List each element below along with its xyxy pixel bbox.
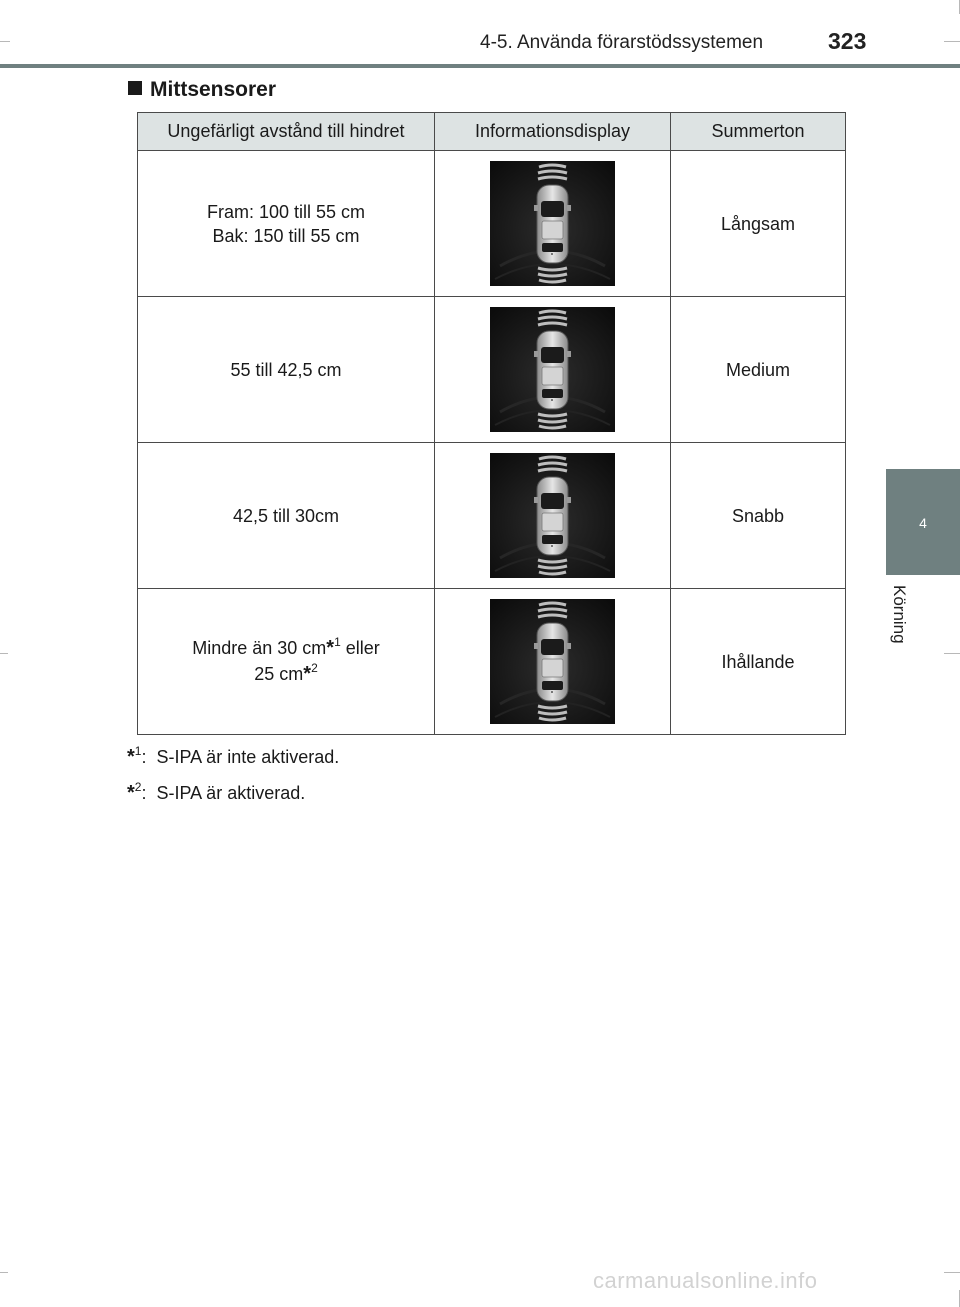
distance-cell (138, 151, 435, 297)
footnote-asterisk: * (326, 636, 335, 659)
footnote-asterisk: * (303, 662, 312, 685)
display-cell (435, 589, 671, 735)
bullet-square-icon (128, 81, 142, 95)
distance-line-1 (144, 636, 428, 662)
distance-text-a: Mindre än 30 cm (192, 637, 327, 658)
footnote-1: *$^1$: S-IPA är inte aktiverad. (127, 744, 340, 768)
table-row (138, 589, 846, 735)
header-distance: Ungefärligt avstånd till hindret (138, 113, 435, 151)
header-rule (0, 64, 960, 68)
distance-text-c: 25 cm (254, 663, 304, 684)
car-display-icon (490, 307, 615, 432)
distance-cell: 42,5 till 30cm (138, 443, 435, 589)
tone-cell: Medium (671, 297, 846, 443)
footnote-number: 2 (134, 780, 142, 794)
watermark: carmanualsonline.info (593, 1268, 818, 1293)
footnote-asterisk: * (127, 782, 135, 804)
table-header-row (138, 113, 846, 151)
page-number: 323 (828, 28, 867, 54)
footnote-asterisk: * (127, 746, 135, 768)
tone-cell: Ihållande (671, 589, 846, 735)
crop-mark (944, 1272, 960, 1273)
crop-mark (944, 41, 960, 42)
footnote-2: *$^2$: S-IPA är aktiverad. (127, 780, 306, 804)
footnote-number: 1 (134, 744, 142, 758)
crop-mark (0, 1272, 8, 1273)
distance-cell (138, 589, 435, 735)
distance-rear: Bak: 150 till 55 cm (212, 225, 360, 246)
car-display-icon (490, 599, 615, 724)
footnote-text: S-IPA är aktiverad. (156, 783, 306, 803)
crop-mark (0, 41, 10, 42)
table-row (138, 297, 846, 443)
table-row (138, 151, 846, 297)
crop-mark (944, 653, 960, 654)
header-display: Informationsdisplay (435, 113, 671, 151)
section-heading-text: Mittsensorer (150, 78, 277, 101)
footnote-ref-1: 1 (334, 634, 341, 649)
crop-mark (0, 653, 8, 654)
chapter-tab-number: 4 (919, 515, 927, 531)
sensor-table (137, 112, 846, 735)
distance-front: Fram: 100 till 55 cm (206, 201, 366, 222)
chapter-tab-label: Körning (890, 585, 909, 644)
display-cell (435, 443, 671, 589)
distance-line-2 (144, 662, 428, 688)
display-cell (435, 297, 671, 443)
footnote-text: S-IPA är inte aktiverad. (156, 747, 340, 767)
distance-cell: 55 till 42,5 cm (138, 297, 435, 443)
tone-cell: Snabb (671, 443, 846, 589)
table-row (138, 443, 846, 589)
car-display-icon (490, 161, 615, 286)
chapter-tab[interactable] (886, 469, 960, 575)
distance-text-b: eller (340, 637, 380, 658)
header-tone: Summerton (671, 113, 846, 151)
car-display-icon (490, 453, 615, 578)
display-cell (435, 151, 671, 297)
chapter-title: 4-5. Använda förarstödssystemen (480, 32, 764, 53)
section-heading (128, 78, 276, 102)
tone-cell: Långsam (671, 151, 846, 297)
footnote-ref-2: 2 (311, 660, 318, 675)
